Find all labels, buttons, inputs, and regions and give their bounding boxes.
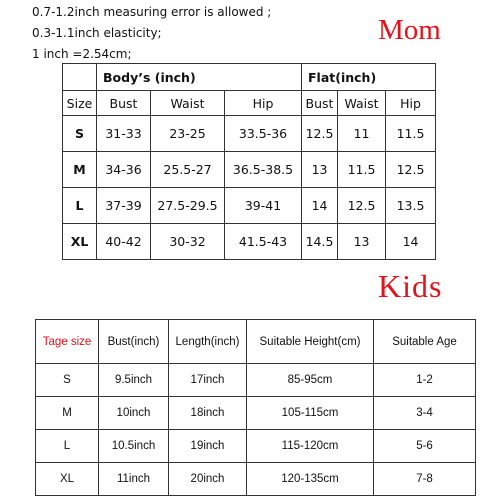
mom-col-waist: Waist <box>151 91 225 116</box>
mom-size-table <box>62 63 436 260</box>
table-cell: 115-120cm <box>247 430 374 463</box>
table-cell: L <box>36 430 99 463</box>
table-cell: L <box>63 188 97 224</box>
mom-header-blank <box>63 64 97 91</box>
mom-col-flat-hip: Hip <box>386 91 436 116</box>
table-cell: M <box>36 397 99 430</box>
kids-title: Kids <box>378 268 443 304</box>
table-cell: 27.5-29.5 <box>151 188 225 224</box>
table-cell: 1-2 <box>374 364 476 397</box>
kids-col-tage-size: Tage size <box>36 320 99 364</box>
table-row <box>63 152 436 188</box>
table-cell: XL <box>63 224 97 260</box>
table-cell: 39-41 <box>225 188 302 224</box>
table-cell: 3-4 <box>374 397 476 430</box>
table-cell: XL <box>36 463 99 496</box>
table-cell: M <box>63 152 97 188</box>
table-row <box>36 463 476 496</box>
table-cell: 20inch <box>169 463 247 496</box>
note-inch-conversion: 1 inch =2.54cm; <box>32 47 132 61</box>
kids-col-length: Length(inch) <box>169 320 247 364</box>
kids-size-table <box>35 319 476 496</box>
note-measuring-error: 0.7-1.2inch measuring error is allowed ; <box>32 5 272 19</box>
mom-col-hip: Hip <box>225 91 302 116</box>
table-cell: 18inch <box>169 397 247 430</box>
table-cell: 10inch <box>99 397 169 430</box>
table-cell: 7-8 <box>374 463 476 496</box>
table-cell: 11.5 <box>386 116 436 152</box>
table-cell: 40-42 <box>97 224 151 260</box>
table-cell: 14.5 <box>302 224 338 260</box>
mom-col-size: Size <box>63 91 97 116</box>
table-cell: 23-25 <box>151 116 225 152</box>
mom-header-flat: Flat(inch) <box>302 64 436 91</box>
table-cell: S <box>63 116 97 152</box>
table-cell: 11 <box>338 116 386 152</box>
table-cell: 13 <box>338 224 386 260</box>
note-elasticity: 0.3-1.1inch elasticity; <box>32 26 162 40</box>
table-cell: 12.5 <box>338 188 386 224</box>
mom-col-flat-waist: Waist <box>338 91 386 116</box>
table-cell: 13.5 <box>386 188 436 224</box>
table-cell: 33.5-36 <box>225 116 302 152</box>
table-cell: 14 <box>302 188 338 224</box>
mom-header-body: Body’s (inch) <box>97 64 302 91</box>
table-cell: 85-95cm <box>247 364 374 397</box>
table-cell: 30-32 <box>151 224 225 260</box>
kids-col-height: Suitable Height(cm) <box>247 320 374 364</box>
table-cell: 12.5 <box>386 152 436 188</box>
table-cell: 13 <box>302 152 338 188</box>
table-cell: 12.5 <box>302 116 338 152</box>
table-cell: 14 <box>386 224 436 260</box>
table-row <box>63 116 436 152</box>
table-cell: 31-33 <box>97 116 151 152</box>
table-cell: 41.5-43 <box>225 224 302 260</box>
table-cell: 11.5 <box>338 152 386 188</box>
table-cell: 5-6 <box>374 430 476 463</box>
table-cell: 10.5inch <box>99 430 169 463</box>
table-row <box>36 397 476 430</box>
mom-title: Mom <box>378 14 441 46</box>
table-cell: 120-135cm <box>247 463 374 496</box>
table-cell: S <box>36 364 99 397</box>
kids-col-age: Suitable Age <box>374 320 476 364</box>
table-cell: 37-39 <box>97 188 151 224</box>
table-cell: 17inch <box>169 364 247 397</box>
table-cell: 19inch <box>169 430 247 463</box>
mom-col-bust: Bust <box>97 91 151 116</box>
table-cell: 25.5-27 <box>151 152 225 188</box>
table-cell: 36.5-38.5 <box>225 152 302 188</box>
table-cell: 34-36 <box>97 152 151 188</box>
table-cell: 105-115cm <box>247 397 374 430</box>
table-row <box>36 430 476 463</box>
table-row <box>36 364 476 397</box>
table-cell: 11inch <box>99 463 169 496</box>
table-row <box>63 224 436 260</box>
table-cell: 9.5inch <box>99 364 169 397</box>
mom-col-flat-bust: Bust <box>302 91 338 116</box>
kids-col-bust: Bust(inch) <box>99 320 169 364</box>
table-row <box>63 188 436 224</box>
